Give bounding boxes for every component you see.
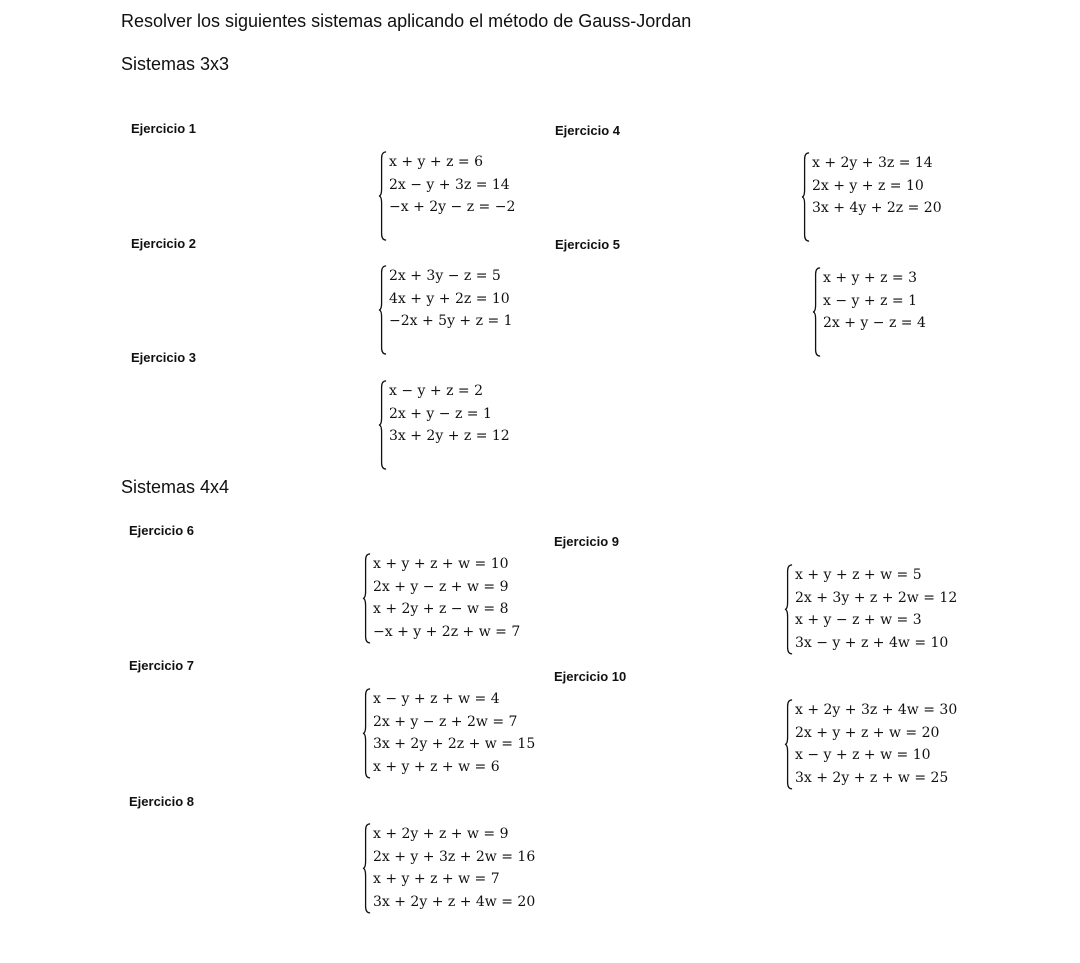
equation: 3x + 2y + z = 12 — [389, 428, 510, 445]
left-brace — [812, 267, 821, 357]
left-brace — [378, 151, 387, 241]
equation-system — [362, 553, 520, 644]
equation: x + y − z + w = 3 — [795, 612, 922, 629]
section-title-4x4: Sistemas 4x4 — [121, 477, 230, 497]
equation: −x + 2y − z = −2 — [389, 199, 516, 216]
equation: x − y + z + w = 10 — [795, 747, 931, 764]
equation: x + 2y + 3z + 4w = 30 — [795, 702, 958, 718]
section-title-3x3: Sistemas 3x3 — [121, 54, 230, 74]
equation: x + y + z = 3 — [823, 270, 917, 286]
left-brace — [362, 553, 371, 644]
equation: 2x + 3y − z = 5 — [389, 268, 501, 284]
equation: x + 2y + z − w = 8 — [373, 601, 509, 618]
exercise-label: Ejercicio 1 — [131, 121, 197, 136]
exercise-label: Ejercicio 8 — [129, 794, 195, 809]
equation: x − y + z = 1 — [823, 292, 917, 309]
equation: 2x + y + z + w = 20 — [795, 724, 940, 741]
equation: x + y + z + w = 7 — [373, 871, 500, 888]
equation-system — [812, 267, 926, 357]
equation-system — [784, 699, 957, 790]
equation: −2x + 5y + z = 1 — [389, 313, 513, 330]
left-brace — [801, 152, 810, 242]
exercise-label: Ejercicio 5 — [555, 237, 621, 252]
exercise-label: Ejercicio 2 — [131, 236, 197, 251]
equation: 3x + 2y + z + w = 25 — [795, 770, 949, 787]
equation: x + y + z + w = 10 — [373, 556, 509, 572]
equation-system — [362, 688, 535, 779]
exercise-label: Ejercicio 7 — [129, 658, 195, 673]
equation: x + 2y + z + w = 9 — [373, 826, 509, 842]
exercise-label: Ejercicio 6 — [129, 523, 195, 538]
equation: 2x + y + z = 10 — [812, 177, 924, 194]
left-brace — [784, 564, 793, 655]
equation: 3x + 2y + 2z + w = 15 — [373, 736, 536, 753]
exercise-label: Ejercicio 3 — [131, 350, 197, 365]
equation: −x + y + 2z + w = 7 — [373, 624, 521, 641]
left-brace — [378, 265, 387, 355]
equation: 2x + y − z = 4 — [823, 315, 926, 332]
left-brace — [362, 688, 371, 779]
equation-system — [784, 564, 957, 655]
exercise-label: Ejercicio 9 — [554, 534, 620, 549]
equation: 2x + 3y + z + 2w = 12 — [795, 589, 958, 606]
equation-system — [801, 152, 942, 242]
equation: 3x + 2y + z + 4w = 20 — [373, 894, 536, 911]
exercise-label: Ejercicio 4 — [555, 123, 621, 138]
equation: x − y + z = 2 — [389, 383, 483, 399]
equation: 2x − y + 3z = 14 — [389, 176, 510, 193]
equation: x − y + z + w = 4 — [373, 691, 500, 707]
left-brace — [378, 380, 387, 470]
equation: x + y + z + w = 5 — [795, 567, 922, 583]
equation: x + y + z + w = 6 — [373, 759, 500, 776]
equation: 3x − y + z + 4w = 10 — [795, 635, 949, 652]
equation: 2x + y + 3z + 2w = 16 — [373, 848, 536, 865]
equation: 2x + y − z + w = 9 — [373, 578, 509, 595]
equation: 3x + 4y + 2z = 20 — [812, 200, 942, 217]
equation: x + 2y + 3z = 14 — [812, 155, 933, 171]
equation-system — [362, 823, 535, 914]
equation-system — [378, 151, 515, 241]
exercise-label: Ejercicio 10 — [554, 669, 627, 684]
page-title: Resolver los siguientes sistemas aplicando el método de Gauss-Jordan — [121, 11, 692, 31]
left-brace — [784, 699, 793, 790]
equation-system — [378, 265, 513, 355]
equation: 4x + y + 2z = 10 — [389, 290, 510, 307]
equation: 2x + y − z + 2w = 7 — [373, 713, 518, 730]
equation: x + y + z = 6 — [389, 154, 483, 170]
equation: 2x + y − z = 1 — [389, 405, 492, 422]
left-brace — [362, 823, 371, 914]
equation-system — [378, 380, 510, 470]
